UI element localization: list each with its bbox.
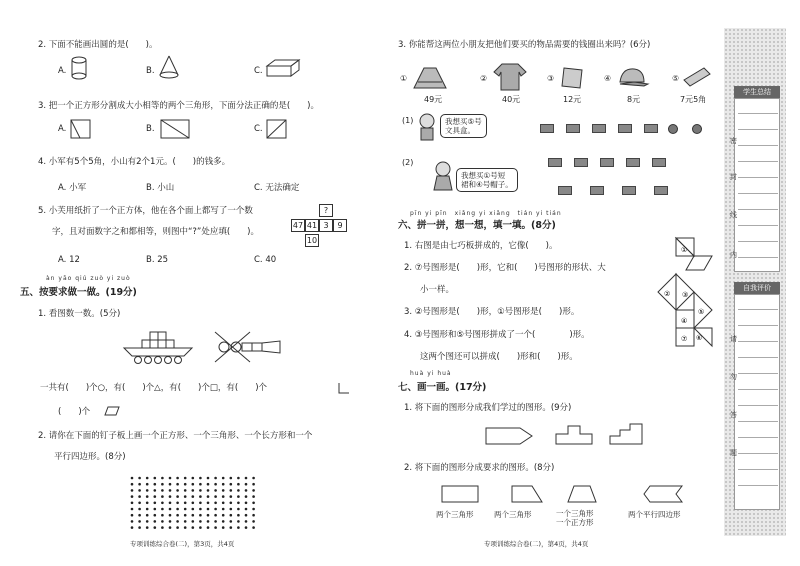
- option-b: B.: [146, 124, 155, 134]
- peg-dot: [131, 502, 134, 505]
- option-b: B.: [146, 66, 155, 76]
- peg-dot: [184, 514, 187, 517]
- option-c: C.: [254, 66, 263, 76]
- banknote[interactable]: [626, 158, 640, 167]
- question-4: 4. 小军有5个5角，小山有2个1元。( )的钱多。: [38, 157, 231, 167]
- peg-dot: [146, 489, 149, 492]
- skirt-icon: [410, 64, 450, 92]
- peg-dot: [214, 508, 217, 511]
- peg-dot: [131, 514, 134, 517]
- peg-dot: [207, 483, 210, 486]
- peg-dot: [222, 502, 225, 505]
- cone-figure: [158, 54, 180, 80]
- rectangle-split-b: [160, 119, 190, 139]
- banknote[interactable]: [540, 124, 554, 133]
- peg-dot: [245, 502, 248, 505]
- s7-question-1: 1. 将下面的图形分成我们学过的图形。(9分): [404, 403, 572, 413]
- coin[interactable]: [668, 124, 678, 134]
- question-2: 2. 下面不能画出圆的是( )。: [38, 40, 158, 50]
- count-line-1: 一共有( )个○，有( )个△，有( )个□，有( )个: [40, 383, 268, 393]
- banknote[interactable]: [654, 186, 668, 195]
- option-a: A. 12: [58, 255, 80, 265]
- peg-dot: [252, 477, 255, 480]
- peg-dot: [192, 502, 195, 505]
- peg-dot: [230, 477, 233, 480]
- peg-dot: [176, 477, 179, 480]
- peg-dot: [199, 483, 202, 486]
- peg-dot: [252, 489, 255, 492]
- peg-dot: [154, 477, 157, 480]
- option-a: A. 小军: [58, 183, 87, 193]
- peg-dot: [207, 508, 210, 511]
- peg-dot: [245, 520, 248, 523]
- peg-dot: [199, 520, 202, 523]
- peg-dot: [184, 495, 187, 498]
- peg-dot: [199, 508, 202, 511]
- item-number: ④: [604, 74, 612, 83]
- peg-dot: [169, 514, 172, 517]
- net-cell: 10: [306, 236, 318, 245]
- peg-dot: [184, 508, 187, 511]
- peg-dot: [237, 477, 240, 480]
- net-cell: 41: [306, 221, 318, 230]
- peg-dot: [199, 526, 202, 529]
- peg-dot: [237, 489, 240, 492]
- kid-1-bubble: [440, 114, 487, 138]
- peg-dot: [252, 514, 255, 517]
- tangram-label: ①: [681, 246, 688, 254]
- peg-dot: [154, 483, 157, 486]
- peg-dot: [207, 526, 210, 529]
- peg-dot: [252, 520, 255, 523]
- peg-dot: [199, 495, 202, 498]
- net-cell: 47: [292, 221, 304, 230]
- banknote[interactable]: [592, 124, 606, 133]
- shapes-to-divide: [484, 422, 674, 452]
- peg-dot: [207, 520, 210, 523]
- peg-dot: [176, 514, 179, 517]
- banknote[interactable]: [590, 186, 604, 195]
- peg-dot: [176, 483, 179, 486]
- summary-panel[interactable]: [734, 98, 780, 272]
- shape-label: 两个平行四边形: [628, 510, 681, 519]
- peg-dot: [245, 526, 248, 529]
- option-b: B. 25: [146, 255, 169, 265]
- s7-question-2: 2. 将下面的图形分成要求的图形。(8分): [404, 463, 555, 473]
- tangram-label: ⑤: [698, 308, 705, 316]
- peg-dot: [237, 520, 240, 523]
- peg-dot: [199, 489, 202, 492]
- peg-dot: [207, 477, 210, 480]
- s5-question-1: 1. 看图数一数。(5分): [38, 309, 121, 319]
- peg-dot: [184, 526, 187, 529]
- peg-dot: [214, 502, 217, 505]
- peg-dot: [184, 520, 187, 523]
- shape-label: 两个三角形: [436, 510, 474, 519]
- peg-dot: [161, 514, 164, 517]
- parallelogram-icon: [104, 406, 120, 416]
- peg-dot: [184, 502, 187, 505]
- option-b: B. 小山: [146, 183, 175, 193]
- peg-dot: [169, 520, 172, 523]
- section-5-title: 五、按要求做一做。(19分): [20, 287, 137, 298]
- peg-dot: [169, 526, 172, 529]
- peg-dot: [230, 489, 233, 492]
- item-price: 8元: [627, 95, 641, 104]
- page-footer: 专项训练综合卷(二)，第4页，共4页: [484, 540, 589, 548]
- peg-dot: [214, 514, 217, 517]
- shape-label: 两个三角形: [494, 510, 532, 519]
- peg-dot: [230, 483, 233, 486]
- item-price: 12元: [563, 95, 582, 104]
- peg-dot: [146, 526, 149, 529]
- section-6-title: 六、拼一拼，想一想，填一填。(8分): [398, 220, 556, 231]
- peg-dot: [207, 502, 210, 505]
- peg-dot: [192, 514, 195, 517]
- peg-dot: [252, 483, 255, 486]
- peg-dot: [222, 520, 225, 523]
- peg-dot: [230, 502, 233, 505]
- coin[interactable]: [692, 124, 702, 134]
- tangram-label: ②: [664, 290, 671, 298]
- peg-dot: [230, 526, 233, 529]
- plane-figure: [210, 328, 285, 366]
- s6-question-1: 1. 右图是由七巧板拼成的，它像( )。: [404, 241, 558, 251]
- banknote[interactable]: [548, 158, 562, 167]
- peg-dot: [161, 483, 164, 486]
- seal-char: 密: [730, 137, 737, 145]
- s6-question-3: 3. ②号图形是( )形，①号图形是( )形。: [404, 307, 580, 317]
- peg-dot: [237, 526, 240, 529]
- sweater-icon: [492, 62, 528, 92]
- peg-dot: [154, 489, 157, 492]
- peg-dot: [222, 483, 225, 486]
- peg-dot: [245, 489, 248, 492]
- peg-dot: [176, 495, 179, 498]
- peg-dot: [207, 495, 210, 498]
- peg-dot: [245, 508, 248, 511]
- peg-dot: [146, 514, 149, 517]
- banknote[interactable]: [566, 124, 580, 133]
- peg-dot: [154, 520, 157, 523]
- peg-dot: [169, 502, 172, 505]
- eval-panel[interactable]: [734, 294, 780, 510]
- peg-dot: [252, 502, 255, 505]
- banknote[interactable]: [652, 158, 666, 167]
- peg-dot: [245, 514, 248, 517]
- right-angle-icon: [338, 382, 350, 394]
- banknote[interactable]: [644, 124, 658, 133]
- peg-dot: [245, 495, 248, 498]
- peg-dot: [207, 514, 210, 517]
- seal-char: 请: [730, 335, 737, 343]
- peg-dot: [131, 495, 134, 498]
- seal-char: 题: [730, 449, 737, 457]
- peg-dot: [192, 489, 195, 492]
- girl-avatar: [432, 160, 454, 192]
- peg-dot: [131, 477, 134, 480]
- peg-dot: [207, 489, 210, 492]
- peg-dot: [214, 495, 217, 498]
- peg-dot: [146, 502, 149, 505]
- peg-dot: [154, 502, 157, 505]
- peg-dot: [146, 483, 149, 486]
- peg-dot: [138, 520, 141, 523]
- peg-dot: [230, 508, 233, 511]
- seal-char: 内: [730, 251, 737, 259]
- peg-dot: [161, 526, 164, 529]
- peg-dot: [176, 489, 179, 492]
- s6-question-2a: 2. ⑦号图形是( )形，它和( )号图形的形状、大: [404, 263, 606, 273]
- square-split-c: [266, 119, 288, 139]
- banknote[interactable]: [600, 158, 614, 167]
- banknote[interactable]: [558, 186, 572, 195]
- peg-dot: [192, 520, 195, 523]
- peg-dot: [214, 489, 217, 492]
- peg-dot: [138, 495, 141, 498]
- seal-char: 勿: [730, 373, 737, 381]
- square-split-a: [70, 119, 92, 139]
- peg-dot: [131, 508, 134, 511]
- banknote[interactable]: [574, 158, 588, 167]
- net-cell: 9: [333, 219, 347, 232]
- question-3: 3. 把一个正方形分割成大小相等的两个三角形，下面分法正确的是( )。: [38, 101, 319, 111]
- kid-2-bubble: [456, 168, 518, 192]
- peg-dot: [237, 495, 240, 498]
- peg-dot: [146, 508, 149, 511]
- peg-dot: [146, 495, 149, 498]
- s6-question-4b: 这两个图还可以拼成( )形和( )形。: [420, 352, 578, 362]
- seal-char: 线: [730, 211, 737, 219]
- item-number: ⑤: [672, 74, 680, 83]
- option-c: C. 无法确定: [254, 183, 300, 193]
- bubble-text: 我想买⑤号 文具盒。: [445, 117, 482, 135]
- s6-question-4a: 4. ③号图形和⑤号图形拼成了一个( )形。: [404, 330, 590, 340]
- tangram-label: ④: [681, 317, 688, 325]
- peg-dot: [222, 526, 225, 529]
- peg-dot: [252, 508, 255, 511]
- peg-dot: [161, 502, 164, 505]
- peg-dot: [245, 483, 248, 486]
- peg-dot: [161, 520, 164, 523]
- peg-dot: [222, 477, 225, 480]
- eval-header: 自我评价: [734, 282, 780, 294]
- item-number: ②: [480, 74, 488, 83]
- peg-dot: [138, 489, 141, 492]
- kid-2-number: (2): [402, 158, 414, 167]
- net-cell: 3: [319, 219, 333, 232]
- pencil-case-icon: [682, 66, 712, 88]
- peg-dot: [154, 514, 157, 517]
- peg-dot: [184, 483, 187, 486]
- peg-dot: [138, 502, 141, 505]
- item-price: 49元: [424, 95, 443, 104]
- boy-avatar: [416, 112, 438, 142]
- question-5-line2: 字，且对面数字之和都相等，则图中“?”处应填( )。: [52, 227, 259, 237]
- peg-dot: [237, 514, 240, 517]
- peg-dot: [131, 520, 134, 523]
- peg-dot: [230, 495, 233, 498]
- option-a: A.: [58, 124, 67, 134]
- shape-label: 一个三角形 一个正方形: [556, 509, 594, 527]
- peg-dot: [192, 495, 195, 498]
- option-c: C.: [254, 124, 263, 134]
- seal-char: 答: [730, 411, 737, 419]
- peg-dot: [245, 477, 248, 480]
- peg-dot: [176, 526, 179, 529]
- peg-dot: [161, 477, 164, 480]
- peg-dot: [169, 508, 172, 511]
- peg-dot: [154, 526, 157, 529]
- section-6-pinyin: pīn yi pīn xiǎng yi xiǎng tián yi tián: [410, 210, 562, 217]
- peg-dot: [222, 514, 225, 517]
- peg-dot: [138, 514, 141, 517]
- pegboard[interactable]: [128, 474, 260, 532]
- peg-dot: [169, 489, 172, 492]
- peg-dot: [176, 502, 179, 505]
- tangram-label: ③: [682, 291, 689, 299]
- s5-question-2-line2: 平行四边形。(8分): [54, 452, 126, 462]
- peg-dot: [154, 508, 157, 511]
- peg-dot: [214, 477, 217, 480]
- peg-dot: [138, 477, 141, 480]
- peg-dot: [252, 526, 255, 529]
- peg-dot: [169, 477, 172, 480]
- peg-dot: [230, 520, 233, 523]
- cuboid-figure: [265, 58, 301, 78]
- tangram-label: ⑥: [696, 334, 703, 342]
- peg-dot: [192, 477, 195, 480]
- peg-dot: [176, 520, 179, 523]
- peg-dot: [222, 489, 225, 492]
- peg-dot: [138, 483, 141, 486]
- peg-dot: [252, 495, 255, 498]
- question-5-line1: 5. 小芙用纸折了一个正方体，他在各个面上都写了一个数: [38, 206, 253, 216]
- peg-dot: [222, 508, 225, 511]
- option-a: A.: [58, 66, 67, 76]
- item-number: ①: [400, 74, 408, 83]
- summary-header: 学生总结: [734, 86, 780, 98]
- peg-dot: [192, 526, 195, 529]
- page-footer: 专项训练综合卷(二)，第3页，共4页: [130, 540, 235, 548]
- peg-dot: [192, 508, 195, 511]
- peg-dot: [154, 495, 157, 498]
- option-c: C. 40: [254, 255, 277, 265]
- peg-dot: [161, 508, 164, 511]
- peg-dot: [199, 477, 202, 480]
- peg-dot: [146, 477, 149, 480]
- peg-dot: [184, 489, 187, 492]
- peg-dot: [230, 514, 233, 517]
- peg-dot: [214, 520, 217, 523]
- peg-dot: [169, 495, 172, 498]
- peg-dot: [222, 495, 225, 498]
- section-5-pinyin: àn yāo qiú zuò yi zuò: [46, 275, 131, 282]
- peg-dot: [138, 508, 141, 511]
- banknote[interactable]: [622, 186, 636, 195]
- kid-1-number: (1): [402, 116, 414, 125]
- s5-question-2-line1: 2. 请你在下面的钉子板上画一个正方形、一个三角形、一个长方形和一个: [38, 431, 313, 441]
- item-price: 7元5角: [680, 95, 707, 104]
- banknote[interactable]: [618, 124, 632, 133]
- peg-dot: [161, 495, 164, 498]
- item-price: 40元: [502, 95, 521, 104]
- book-icon: [560, 66, 586, 90]
- s6-question-2b: 小一样。: [420, 285, 455, 295]
- shapes-to-split: [440, 484, 690, 506]
- section-7-pinyin: huà yi huà: [410, 370, 452, 377]
- peg-dot: [176, 508, 179, 511]
- peg-dot: [169, 483, 172, 486]
- count-line-2: ( )个: [58, 407, 91, 417]
- peg-dot: [131, 483, 134, 486]
- seal-char: 封: [730, 173, 737, 181]
- peg-dot: [214, 526, 217, 529]
- peg-dot: [237, 502, 240, 505]
- cylinder-figure: [70, 56, 88, 80]
- peg-dot: [199, 502, 202, 505]
- train-figure: [120, 328, 200, 368]
- peg-dot: [237, 508, 240, 511]
- peg-dot: [131, 489, 134, 492]
- tangram-label: ⑦: [681, 335, 688, 343]
- peg-dot: [131, 526, 134, 529]
- peg-dot: [138, 526, 141, 529]
- peg-dot: [199, 514, 202, 517]
- section-7-title: 七、画一画。(17分): [398, 382, 487, 393]
- net-cell: ?: [319, 204, 333, 217]
- peg-dot: [184, 477, 187, 480]
- tangram-figure: [654, 236, 720, 348]
- peg-dot: [161, 489, 164, 492]
- peg-dot: [237, 483, 240, 486]
- peg-dot: [214, 483, 217, 486]
- bubble-text: 我想买①号短 裙和④号帽子。: [461, 171, 513, 189]
- right-question-3: 3. 你能帮这两位小朋友把他们要买的物品需要的钱圈出来吗？(6分): [398, 40, 651, 50]
- peg-dot: [146, 520, 149, 523]
- item-number: ③: [547, 74, 555, 83]
- peg-dot: [192, 483, 195, 486]
- cap-icon: [616, 66, 650, 90]
